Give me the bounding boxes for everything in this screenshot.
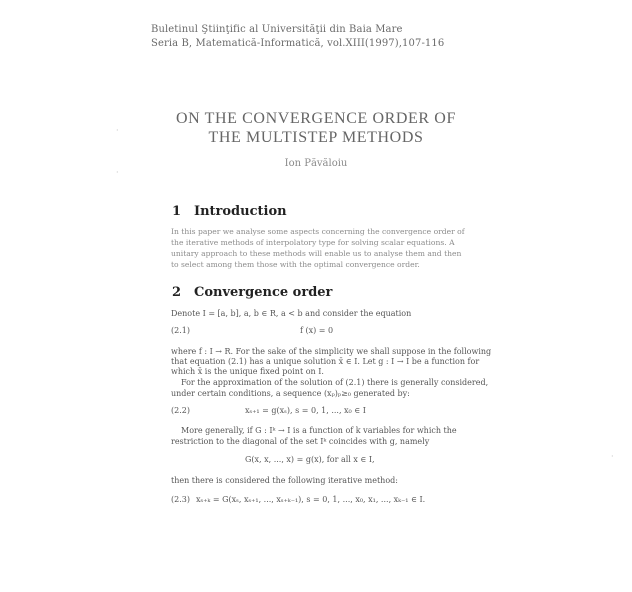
body-text-line: that equation (2.1) has a unique solution x̄ ∈ I. Let g : I → I be a function for (171, 357, 480, 366)
body-text-line: More generally, if G : Iᵏ → I is a function of k variables for which the (181, 426, 457, 435)
equation-2-3: xₛ₊ₖ = G(xₛ, xₛ₊₁, ..., xₛ₊ₖ₋₁), s = 0, 1, ..., x₀, x₁, ..., xₖ₋₁ ∈ I. (196, 495, 426, 504)
author-name: Ion Păvăloiu (284, 158, 348, 169)
section-number: 2 (172, 285, 182, 300)
section-heading-introduction (172, 204, 287, 219)
journal-name: Buletinul Ştiinţific al Universităţii din Baia Mare (151, 24, 403, 35)
body-text-line: which x̄ is the unique fixed point on I. (171, 367, 324, 376)
equation-2-1: f (x) = 0 (300, 326, 334, 335)
equation-G-diagonal: G(x, x, ..., x) = g(x), for all x ∈ I, (245, 455, 375, 464)
section-number: 1 (172, 204, 182, 219)
section-title: Convergence order (194, 285, 333, 300)
body-text-line: For the approximation of the solution of (2.1) there is generally considered, (181, 378, 489, 387)
body-text-line: Denote I = [a, b], a, b ∈ R, a < b and consider the equation (171, 309, 412, 318)
introduction-paragraph: In this paper we analyse some aspects concerning the convergence order of the iterative methods of interpolatory type for solving scalar equations. A unitary approach to these methods will enable us to analyse them and then to select among them those with the optimal convergence order. (171, 227, 465, 269)
paper-title-line-1: ON THE CONVERGENCE ORDER OF (176, 110, 456, 127)
scan-speck: · (611, 452, 614, 461)
section-heading-convergence-order (172, 285, 332, 300)
equation-2-2: xₛ₊₁ = g(xₛ), s = 0, 1, ..., x₀ ∈ I (245, 406, 366, 415)
body-text-line: where f : I → R. For the sake of the simplicity we shall suppose in the following (171, 347, 492, 356)
scan-speck: · (116, 126, 119, 135)
scan-speck: · (116, 168, 119, 177)
body-text-line: then there is considered the following iterative method: (171, 476, 398, 485)
equation-number: (2.3) (171, 495, 190, 504)
equation-number: (2.1) (171, 326, 190, 335)
equation-number: (2.2) (171, 406, 190, 415)
paper-title-line-2: THE MULTISTEP METHODS (208, 129, 424, 146)
body-text-line: restriction to the diagonal of the set Iᵏ coincides with g, namely (171, 437, 430, 446)
section-title: Introduction (194, 204, 287, 219)
body-text-line: under certain conditions, a sequence (xₚ)ₚ≥₀ generated by: (171, 389, 410, 398)
journal-series: Seria B, Matematică-Informatică, vol.XIII(1997),107-116 (151, 38, 445, 49)
